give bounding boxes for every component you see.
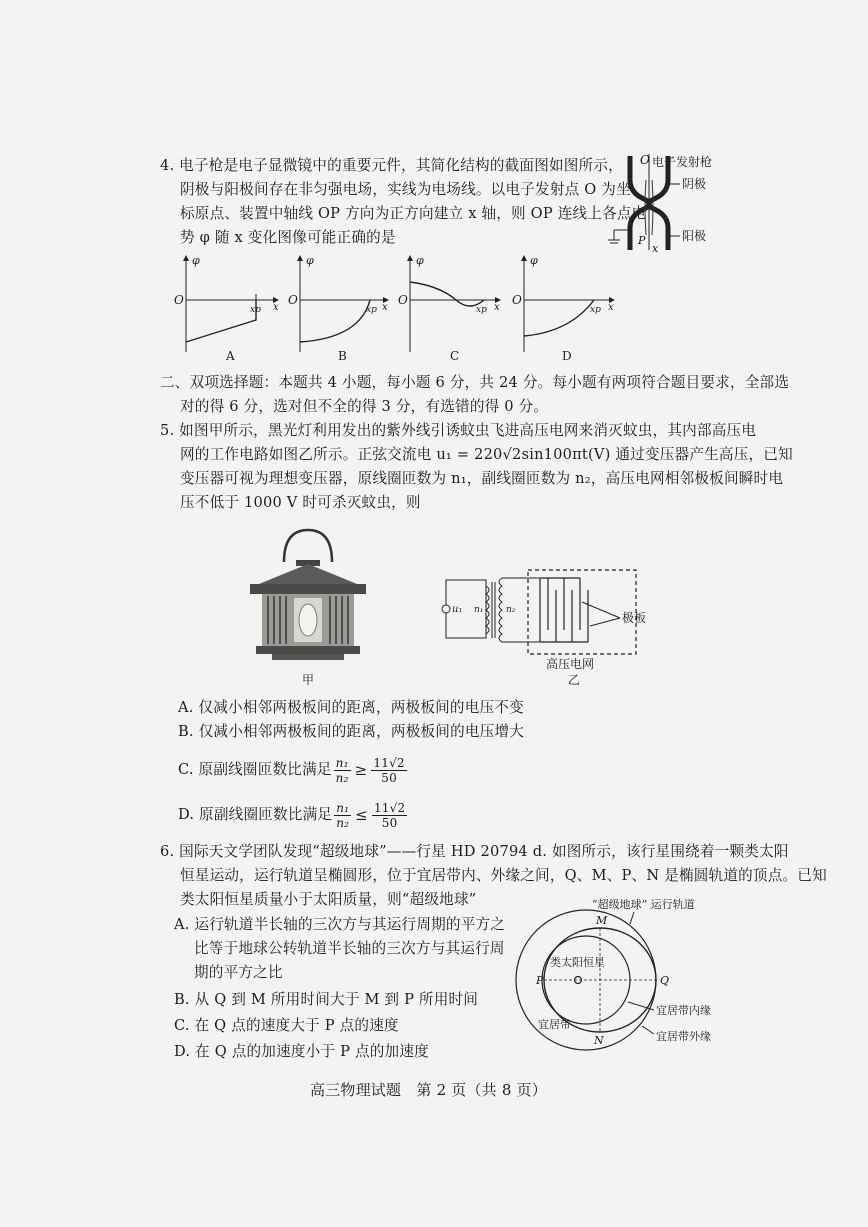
svg-text:x: x [273, 302, 279, 313]
q5-option-a: A. 仅减小相邻两极板间的距离，两极板间的电压不变 [178, 699, 524, 716]
label-grid: 高压电网 [546, 657, 595, 671]
fig-jia-caption: 甲 [302, 673, 315, 687]
q5-option-d: D. 原副线圈匝数比满足 $\frac{\text{n₁}}{\text{n₂}}$ ≤ $\frac{11√2}{50}$ [178, 800, 406, 830]
q6-option-a-2: 比等于地球公转轨道半长轴的三次方与其运行周 [194, 940, 505, 957]
label-x: x [652, 242, 659, 255]
svg-text:x: x [382, 302, 388, 313]
svg-text:φ: φ [192, 254, 200, 267]
q4-line-2: 阴极与阳极间存在非匀强电场，实线为电场线。以电子发射点 O 为坐 [180, 181, 631, 198]
q6-option-b: B. 从 Q 到 M 所用时间大于 M 到 P 所用时间 [174, 991, 479, 1008]
svg-text:A: A [226, 349, 235, 363]
label-n: N [594, 1034, 604, 1047]
label-p: P [536, 974, 544, 987]
svg-text:O: O [288, 293, 298, 307]
curve-a [186, 300, 256, 342]
graph-b [288, 254, 388, 363]
q5-option-c: C. 原副线圈匝数比满足 $\frac{\text{n₁}}{\text{n₂}}$ ≥ $\frac{11√2}{50}$ [178, 755, 405, 785]
svg-text:x: x [494, 302, 500, 313]
curve-b [300, 300, 370, 342]
q5-line-1: 5. 如图甲所示，黑光灯利用发出的紫外线引诱蚊虫飞进高压电网来消灭蚊虫，其内部高压电 [160, 422, 757, 439]
graph-c [398, 254, 500, 363]
q5-option-b: B. 仅减小相邻两极板间的距离，两极板间的电压增大 [178, 723, 525, 740]
label-cathode: 阴极 [682, 177, 707, 191]
q4-line-1: 4. 电子枪是电子显微镜中的重要元件，其简化结构的截面图如图所示， [160, 157, 623, 174]
q6-line-2: 恒星运动，运行轨道呈椭圆形，位于宜居带内、外缘之间，Q、M、P、N 是椭圆轨道的顶点。已知 [180, 867, 827, 884]
label-anode: 阳极 [682, 229, 707, 243]
label-p: P [638, 234, 646, 247]
label-plates: 极板 [622, 611, 647, 625]
label-m: M [596, 914, 608, 927]
cathode-right-shape [649, 156, 668, 250]
high-voltage-circuit-figure [440, 566, 670, 686]
q4-line-4: 势 φ 随 x 变化图像可能正确的是 [180, 229, 396, 246]
label-zone: 宜居带 [538, 1018, 571, 1031]
label-inner: 宜居带内缘 [656, 1004, 711, 1017]
graph-d [512, 254, 614, 363]
label-o: O [640, 153, 650, 167]
q5-line-3: 变压器可视为理想变压器，原线圈匝数为 n₁，副线圈匝数为 n₂，高压电网相邻极板间瞬时电 [180, 470, 784, 487]
svg-text:φ: φ [416, 254, 424, 267]
svg-text:x: x [608, 302, 614, 313]
phi-x-graphs [170, 252, 620, 364]
q6-option-d: D. 在 Q 点的加速度小于 P 点的加速度 [174, 1043, 429, 1060]
fig-yi-caption: 乙 [568, 673, 581, 686]
label-star: 类太阳恒星 [550, 956, 605, 969]
svg-text:xp: xp [250, 305, 261, 315]
label-n1: n₁ [474, 605, 484, 615]
section2-line-2: 对的得 6 分，选对但不全的得 3 分，有选错的得 0 分。 [180, 398, 549, 415]
section2-line-1: 二、双项选择题：本题共 4 小题，每小题 6 分，共 24 分。每小题有两项符合题目要求，全部选 [160, 374, 790, 391]
label-u1: u₁ [452, 604, 463, 615]
q6-option-a-1: A. 运行轨道半长轴的三次方与其运行周期的平方之 [174, 916, 506, 933]
label-outer: 宜居带外缘 [656, 1030, 711, 1043]
svg-text:O: O [174, 293, 184, 307]
label-orbit: “超级地球” 运行轨道 [592, 898, 695, 911]
orbit-figure [506, 894, 756, 1054]
svg-text:φ: φ [306, 254, 314, 267]
label-gun: 电子发射枪 [652, 155, 713, 169]
electron-gun-figure [600, 150, 740, 256]
q6-line-1: 6. 国际天文学团队发现“超级地球”——行星 HD 20794 d. 如图所示，该行星围绕着一颗类太阳 [160, 843, 789, 860]
q6-line-3: 类太阳恒星质量小于太阳质量，则“超级地球” [180, 891, 477, 908]
svg-text:φ: φ [530, 254, 538, 267]
curve-d [524, 300, 594, 336]
graph-a [174, 254, 279, 363]
label-q: Q [660, 974, 670, 987]
svg-text:O: O [398, 293, 408, 307]
page-footer: 高三物理试题 第 2 页（共 8 页） [310, 1081, 547, 1099]
svg-text:xp: xp [590, 305, 601, 315]
q5-line-4: 压不低于 1000 V 时可杀灭蚊虫，则 [180, 494, 421, 511]
q4-line-3: 标原点、装置中轴线 OP 方向为正方向建立 x 轴，则 OP 连线上各点电 [180, 205, 647, 222]
svg-text:xp: xp [476, 305, 487, 315]
q6-option-c: C. 在 Q 点的速度大于 P 点的速度 [174, 1017, 399, 1034]
q5-line-2: 网的工作电路如图乙所示。正弦交流电 u₁ = 220√2sin100πt(V) 通过变压器产生高压，已知 [180, 446, 793, 463]
svg-text:xp: xp [366, 305, 377, 315]
svg-text:O: O [512, 293, 522, 307]
curve-c [410, 282, 484, 306]
label-n2: n₂ [506, 605, 516, 615]
svg-text:B: B [338, 349, 347, 363]
svg-text:D: D [562, 349, 572, 363]
bug-zapper-lamp-image [244, 524, 374, 688]
q6-option-a-3: 期的平方之比 [194, 964, 283, 981]
svg-text:C: C [450, 349, 460, 363]
